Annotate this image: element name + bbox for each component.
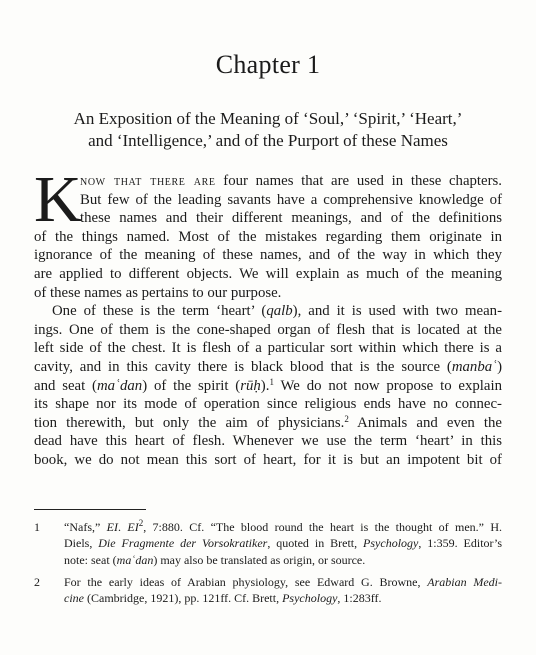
text-line [34,377,502,396]
text-line [34,414,502,433]
text-line: book, we do not mean this sort of heart, for it is but an impotent bit of [34,451,502,468]
text-span: four names that are used in these chapters. [215,173,502,189]
body-text [34,163,503,470]
text-line: are applied to different objects. We will explain as much of the meaning [34,265,502,282]
text-span: cavity, and in this cavity there is black blood that is the source ( [34,358,452,375]
footnote-number: 1 [34,520,40,534]
text-span: , 1:283ff. [337,591,382,606]
paragraph-1 [34,163,502,302]
drop-cap: K [34,163,82,236]
italic-term: EI [106,520,118,534]
text-span: tion therewith, but only the aim of physicians. [34,414,345,431]
text-span: , quoted in Brett, [267,536,364,551]
text-span: ). [260,377,270,394]
text-span: “Nafs,” [64,520,107,534]
footnote-1 [34,519,502,568]
text-span: , 7:880. Cf. “The blood round the heart is the thought of men.” H. [143,520,503,534]
text-span: ) of the spirit ( [142,377,241,394]
footnote-2 [34,574,502,607]
text-line: ings. One of them is the cone-shaped organ of flesh that is located at the [34,321,502,338]
text-line: But few of the leading savants have a comprehensive knowledge of [80,191,502,208]
italic-term: qalb [266,303,293,320]
chapter-title: Chapter 1 [215,50,321,79]
text-span: For the early ideas of Arabian physiology, see Edward G. Browne, [64,574,428,589]
text-span: Animals and even the [348,414,503,431]
chapter-subtitle [40,108,496,152]
text-line: of the things named. Most of the mistakes regarding them originate in [34,228,502,245]
subtitle-line-1: An Exposition of the Meaning of ‘Soul,’ ‘Spirit,’ ‘Heart,’ [73,109,463,128]
text-span: . [118,520,128,534]
text-span: Diels, [64,536,99,551]
italic-term: manbaʿ [451,358,498,375]
italic-title: Die Fragmente der Vorsokratiker [98,536,268,551]
footnote-number: 2 [34,574,40,589]
text-line [34,172,502,191]
italic-term: maʿdan [96,377,143,394]
text-line [34,358,502,377]
text-span: ), and it is used with two mean- [292,303,503,320]
italic-title: Arabian Medi- [427,574,502,589]
text-line: ignorance of the meaning of these names, and of the way in which they [34,247,502,264]
italic-title: cine [64,591,84,606]
text-span: (Cambridge, 1921), pp. 121ff. Cf. Brett, [84,591,283,606]
text-line: left side of the chest. It is flesh of a particular sort within which there is a [34,340,502,357]
text-span: ) may also be translated as origin, or source. [153,552,366,567]
footnote-line [64,590,502,606]
text-line: its shape nor its mode of operation since religious ends have no connec- [34,396,502,413]
subtitle-line-2: and ‘Intelligence,’ and of the Purport of these Names [88,131,448,150]
text-span: note: seat ( [64,552,117,567]
footnote-line [64,519,502,535]
text-line [34,302,502,321]
superscript: 2 [138,518,144,528]
text-span: ) [497,358,502,375]
footnote-ref[interactable]: 1 [269,376,274,387]
small-caps-opening: now that there are [80,173,216,189]
footnote-ref[interactable]: 2 [344,413,349,424]
text-span: One of these is the term ‘heart’ ( [52,303,267,320]
footnotes [34,519,502,612]
text-span: , 1:359. Editor’s [418,536,502,551]
italic-title: Psychology [282,591,338,606]
italic-term: EI [127,520,139,534]
footnote-line [64,552,502,568]
italic-term: maʿdan [116,552,154,567]
footnote-divider [34,509,146,510]
text-line: of these names as pertains to our purpose. [34,284,282,301]
italic-term: rūḥ [240,377,261,394]
footnote-line [64,574,502,590]
text-span: and seat ( [34,377,97,394]
text-span: We do not now propose to explain [273,377,502,394]
footnote-line [64,535,502,551]
text-line: dead have this heart of flesh. Whenever we use the term ‘heart’ in this [34,433,502,450]
paragraph-2 [34,302,502,469]
text-line: these names and their different meanings, and of the definitions [80,210,502,227]
italic-title: Psychology [363,536,419,551]
